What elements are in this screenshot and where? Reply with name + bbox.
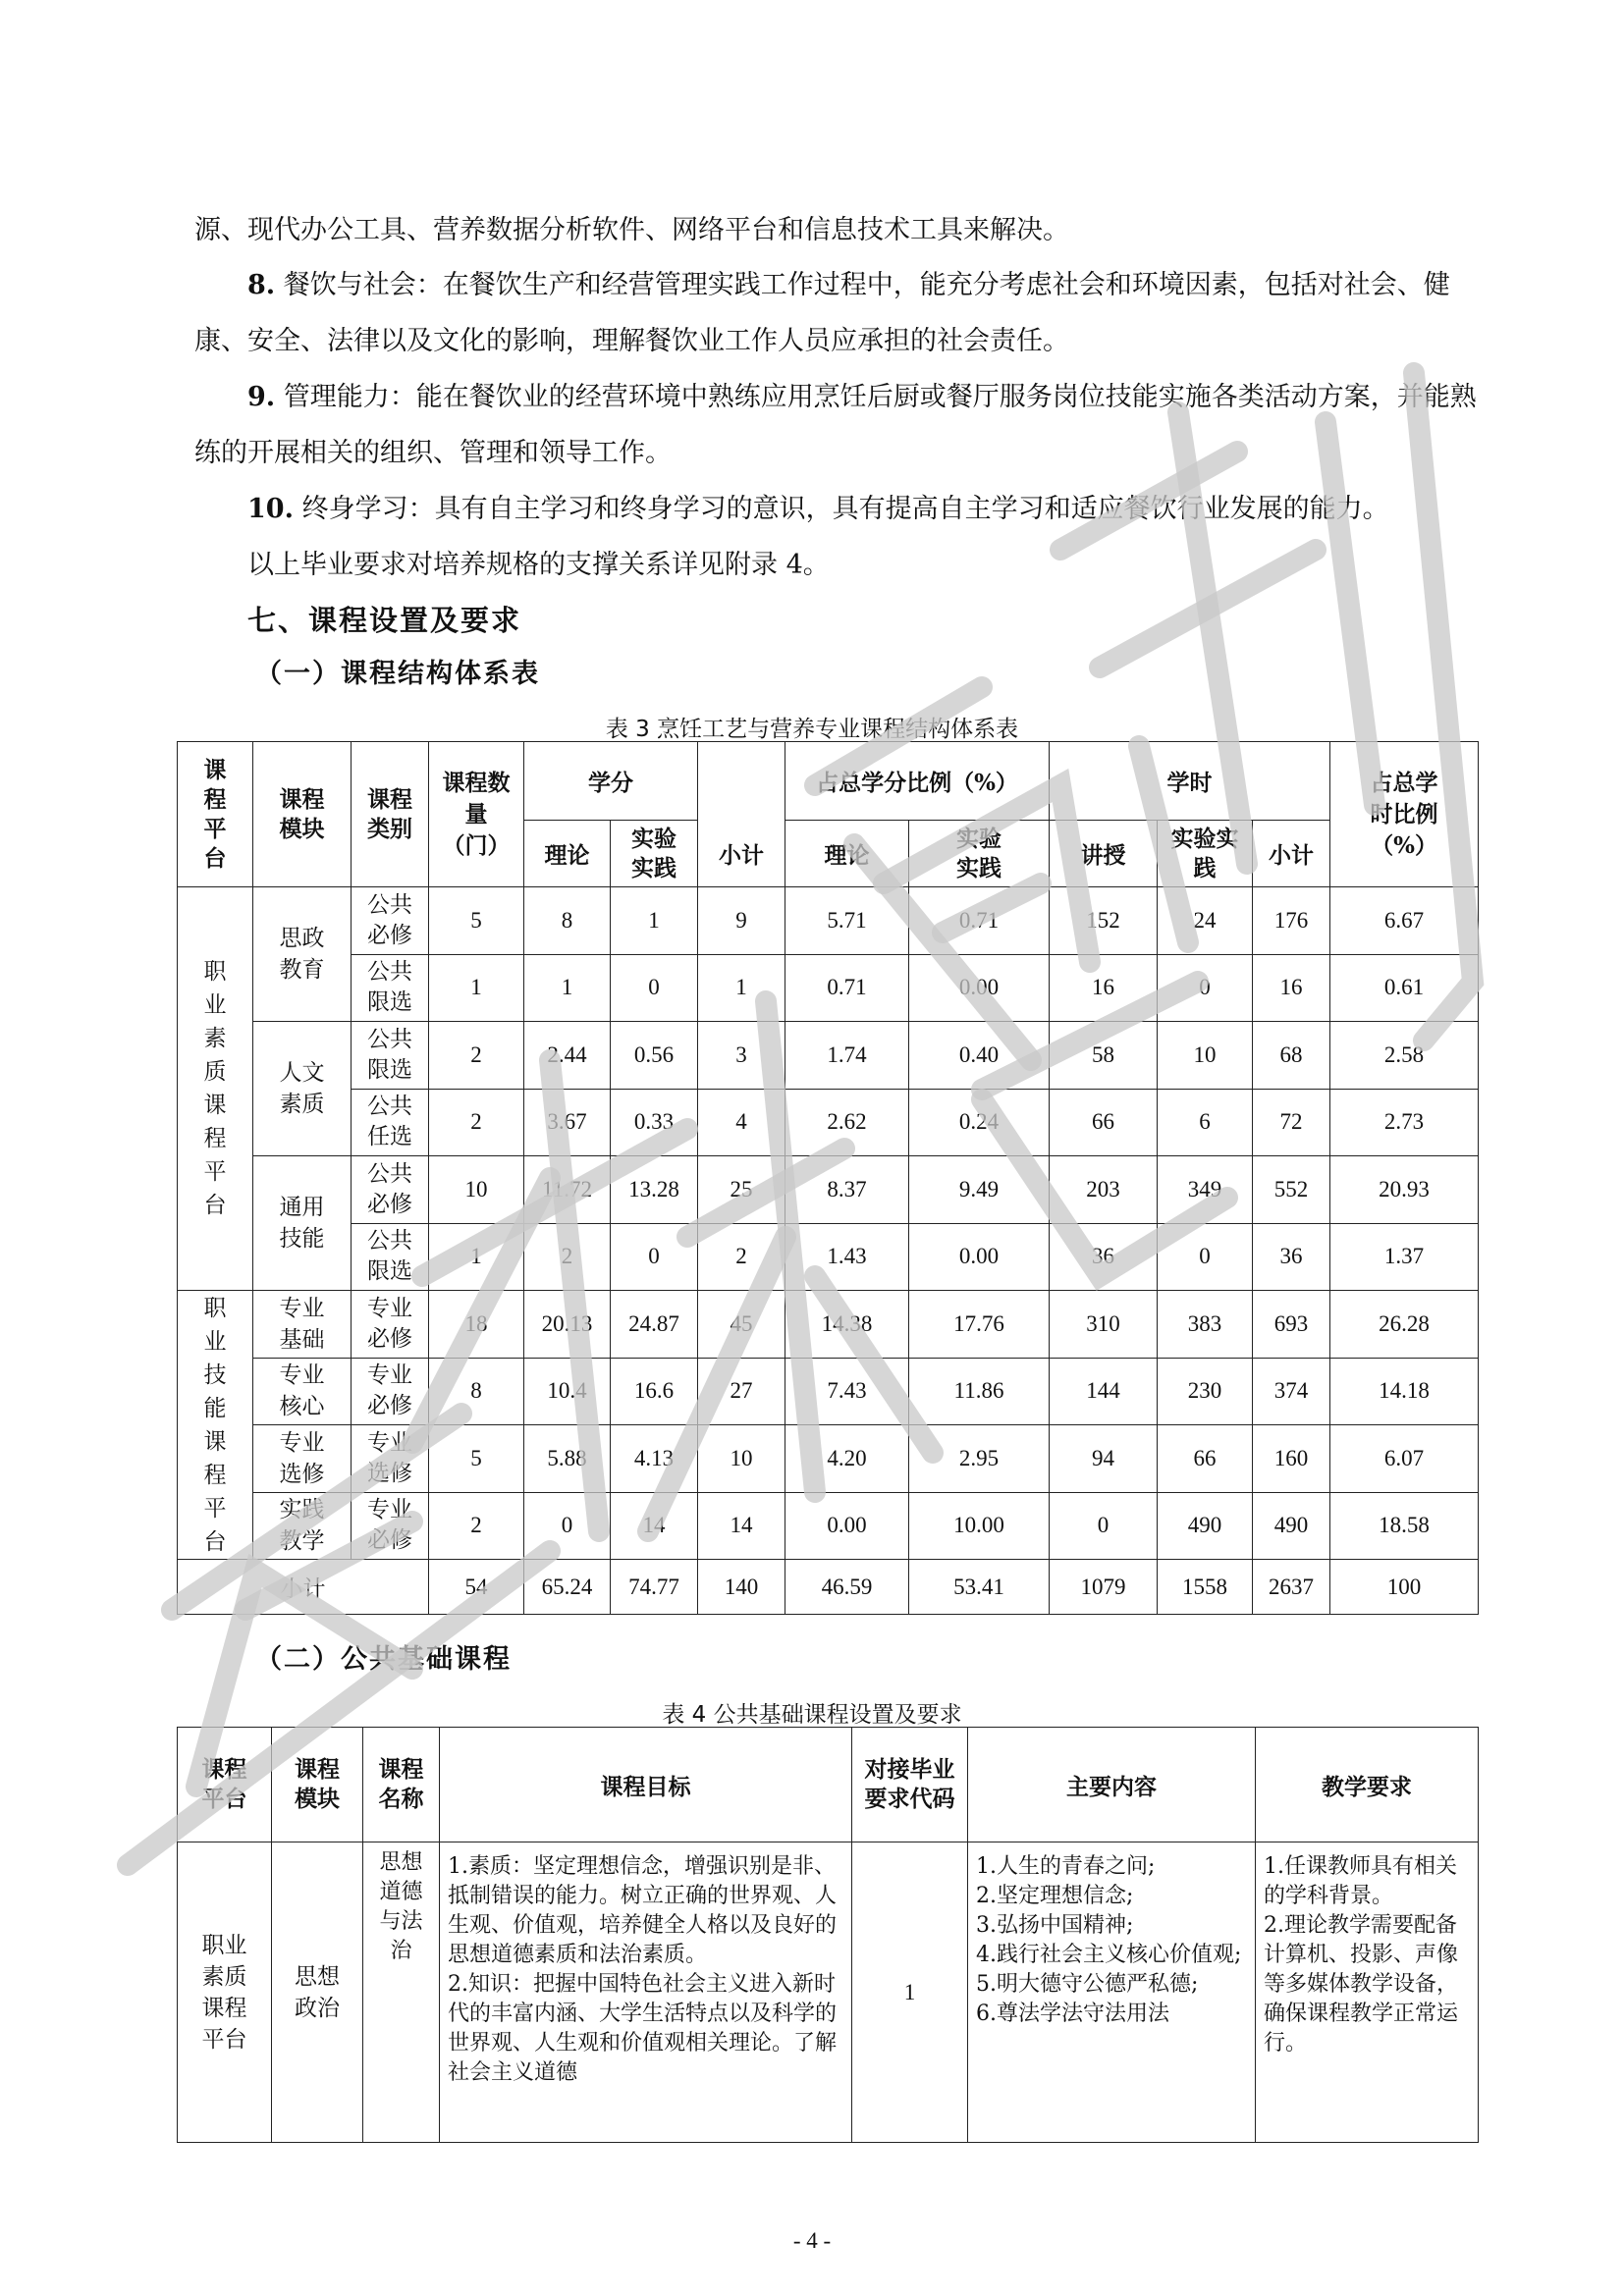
value-cell: 2.62: [785, 1089, 909, 1156]
t4-th-module: 课程模块: [272, 1728, 363, 1842]
paragraph-continuation: 源、现代办公工具、营养数据分析软件、网络平台和信息技术工具来解决。: [194, 215, 1069, 245]
category-cell: 公共限选: [352, 1022, 429, 1090]
value-cell: 0: [524, 1492, 611, 1560]
module-cell: 通用技能: [253, 1156, 352, 1291]
value-cell: 6: [1158, 1089, 1253, 1156]
t4-main-content: 1.人生的青春之问; 2.坚定理想信念; 3.弘扬中国精神; 4.践行社会主义核心价值观; 5.明大德守公德严私德; 6.尊法学法守法用法: [968, 1842, 1256, 2143]
value-cell: 383: [1158, 1291, 1253, 1359]
table-row: [178, 1291, 1479, 1359]
value-cell: 14: [611, 1492, 698, 1560]
table-row: [178, 1089, 1479, 1156]
page-number: - 4 -: [792, 2228, 832, 2253]
th-hours-subtotal: 小计: [1253, 821, 1330, 887]
value-cell: 0: [611, 1223, 698, 1291]
paragraph-10: [194, 481, 1477, 537]
platform-cell: 职业素质课程平台: [178, 887, 253, 1291]
value-cell: 11.72: [524, 1156, 611, 1224]
public-course-table: [177, 1727, 1479, 2143]
platform-cell: 职业技能课程平台: [178, 1291, 253, 1560]
value-cell: 1: [698, 954, 785, 1022]
value-cell: 0: [1158, 954, 1253, 1022]
total-value: 46.59: [785, 1560, 909, 1615]
category-cell: 公共任选: [352, 1089, 429, 1156]
value-cell: 0: [1050, 1492, 1158, 1560]
total-value: 1079: [1050, 1560, 1158, 1615]
table-row: [178, 887, 1479, 955]
value-cell: 20.13: [524, 1291, 611, 1359]
value-cell: 20.93: [1330, 1156, 1479, 1224]
value-cell: 0.00: [909, 954, 1050, 1022]
value-cell: 14: [698, 1492, 785, 1560]
value-cell: 1.43: [785, 1223, 909, 1291]
value-cell: 2.44: [524, 1022, 611, 1090]
paragraph-text: 餐饮与社会：在餐饮生产和经营管理实践工作过程中，能充分考虑社会和环境因素，包括对社会、健康、安全、法律以及文化的影响，理解餐饮业工作人员应承担的社会责任。: [194, 270, 1450, 356]
module-cell: 实践教学: [253, 1492, 352, 1560]
value-cell: 94: [1050, 1425, 1158, 1493]
value-cell: 68: [1253, 1022, 1330, 1090]
value-cell: 6.67: [1330, 887, 1479, 955]
th-credits-blank: [698, 742, 785, 821]
t4-requirement-code: 1: [852, 1842, 968, 2143]
value-cell: 27: [698, 1358, 785, 1425]
value-cell: 176: [1253, 887, 1330, 955]
value-cell: 5.88: [524, 1425, 611, 1493]
th-count: 课程数量（门）: [429, 742, 524, 887]
total-value: 140: [698, 1560, 785, 1615]
value-cell: 8: [524, 887, 611, 955]
value-cell: 310: [1050, 1291, 1158, 1359]
th-module: 课程模块: [253, 742, 352, 887]
value-cell: 2.73: [1330, 1089, 1479, 1156]
value-cell: 16.6: [611, 1358, 698, 1425]
value-cell: 349: [1158, 1156, 1253, 1224]
section-heading: 七、课程设置及要求: [247, 604, 522, 637]
category-cell: 专业必修: [352, 1358, 429, 1425]
t4-th-req: 教学要求: [1256, 1728, 1479, 1842]
value-cell: 5: [429, 1425, 524, 1493]
t4-th-content: 主要内容: [968, 1728, 1256, 1842]
paragraph-8: [194, 257, 1477, 369]
value-cell: 2: [429, 1492, 524, 1560]
th-hours-ratio: 占总学时比例（%）: [1330, 742, 1479, 887]
value-cell: 9.49: [909, 1156, 1050, 1224]
category-cell: 公共必修: [352, 887, 429, 955]
value-cell: 0.71: [909, 887, 1050, 955]
table-row: [178, 1492, 1479, 1560]
value-cell: 2.58: [1330, 1022, 1479, 1090]
value-cell: 26.28: [1330, 1291, 1479, 1359]
value-cell: 58: [1050, 1022, 1158, 1090]
value-cell: 1.37: [1330, 1223, 1479, 1291]
value-cell: 13.28: [611, 1156, 698, 1224]
t4-teaching-requirement: 1.任课教师具有相关的学科背景。 2.理论教学需要配备计算机、投影、声像等多媒体教学设备，确保课程教学正常运行。: [1256, 1842, 1479, 2143]
value-cell: 66: [1050, 1089, 1158, 1156]
value-cell: 17.76: [909, 1291, 1050, 1359]
total-value: 2637: [1253, 1560, 1330, 1615]
value-cell: 552: [1253, 1156, 1330, 1224]
value-cell: 3.67: [524, 1089, 611, 1156]
value-cell: 16: [1050, 954, 1158, 1022]
category-cell: 专业必修: [352, 1492, 429, 1560]
value-cell: 9: [698, 887, 785, 955]
item-number: 9.: [247, 382, 276, 412]
value-cell: 490: [1253, 1492, 1330, 1560]
value-cell: 0.40: [909, 1022, 1050, 1090]
value-cell: 144: [1050, 1358, 1158, 1425]
value-cell: 2.95: [909, 1425, 1050, 1493]
th-credits: 学分: [524, 742, 698, 821]
value-cell: 16: [1253, 954, 1330, 1022]
total-value: 100: [1330, 1560, 1479, 1615]
category-cell: 专业选修: [352, 1425, 429, 1493]
value-cell: 8.37: [785, 1156, 909, 1224]
value-cell: 1: [429, 1223, 524, 1291]
value-cell: 160: [1253, 1425, 1330, 1493]
paragraph-appendix-note: 以上毕业要求对培养规格的支撑关系详见附录 4。: [247, 550, 830, 580]
th-category: 课程类别: [352, 742, 429, 887]
module-cell: 专业基础: [253, 1291, 352, 1359]
th-credits-practice: 实验实践: [611, 821, 698, 887]
th-hours: 学时: [1050, 742, 1330, 821]
value-cell: 490: [1158, 1492, 1253, 1560]
course-structure-table: [177, 741, 1479, 1615]
t4-course-goal: 1.素质：坚定理想信念，增强识别是非、抵制错误的能力。树立正确的世界观、人生观、价值观，培养健全人格以及良好的思想道德素质和法治素质。 2.知识：把握中国特色社会主义进入新时代的丰富内涵、大学生活特点以及科学的世界观、人生观和价值观相关理论。了解社会主义道德: [440, 1842, 852, 2143]
paragraph-9: [194, 369, 1477, 481]
value-cell: 4.13: [611, 1425, 698, 1493]
paragraph-text: 管理能力：能在餐饮业的经营环境中熟练应用烹饪后厨或餐厅服务岗位技能实施各类活动方案，并能熟练的开展相关的组织、管理和领导工作。: [194, 382, 1477, 468]
t4-th-name: 课程名称: [363, 1728, 440, 1842]
th-credits-theory: 理论: [524, 821, 611, 887]
total-value: 54: [429, 1560, 524, 1615]
value-cell: 18.58: [1330, 1492, 1479, 1560]
value-cell: 10.4: [524, 1358, 611, 1425]
value-cell: 0.56: [611, 1022, 698, 1090]
paragraph-text: 终身学习：具有自主学习和终身学习的意识，具有提高自主学习和适应餐饮行业发展的能力。: [293, 494, 1389, 524]
value-cell: 3: [698, 1022, 785, 1090]
category-cell: 公共限选: [352, 954, 429, 1022]
th-platform: 课程平台: [178, 742, 253, 887]
th-ratio: 占总学分比例（%）: [785, 742, 1050, 821]
th-ratio-practice: 实验实践: [909, 821, 1050, 887]
item-number: 10.: [247, 494, 294, 524]
value-cell: 1: [611, 887, 698, 955]
value-cell: 2: [429, 1022, 524, 1090]
subsection-heading-1: （一）课程结构体系表: [255, 659, 540, 689]
th-credits-subtotal: 小计: [698, 821, 785, 887]
value-cell: 4: [698, 1089, 785, 1156]
module-cell: 专业选修: [253, 1425, 352, 1493]
table4-caption: 表 4 公共基础课程设置及要求: [662, 1702, 962, 1728]
value-cell: 10: [429, 1156, 524, 1224]
value-cell: 24: [1158, 887, 1253, 955]
value-cell: 72: [1253, 1089, 1330, 1156]
value-cell: 374: [1253, 1358, 1330, 1425]
subsection-heading-2: （二）公共基础课程: [255, 1644, 512, 1675]
total-value: 53.41: [909, 1560, 1050, 1615]
total-value: 65.24: [524, 1560, 611, 1615]
value-cell: 0.00: [785, 1492, 909, 1560]
th-ratio-theory: 理论: [785, 821, 909, 887]
table-row: [178, 1223, 1479, 1291]
value-cell: 203: [1050, 1156, 1158, 1224]
t4-th-code: 对接毕业要求代码: [852, 1728, 968, 1842]
table-row: [178, 1425, 1479, 1493]
table-row: [178, 1358, 1479, 1425]
module-cell: 专业核心: [253, 1358, 352, 1425]
value-cell: 14.38: [785, 1291, 909, 1359]
value-cell: 0.71: [785, 954, 909, 1022]
value-cell: 4.20: [785, 1425, 909, 1493]
table-row: [178, 1022, 1479, 1090]
value-cell: 45: [698, 1291, 785, 1359]
value-cell: 5: [429, 887, 524, 955]
table3-caption: 表 3 烹饪工艺与营养专业课程结构体系表: [605, 717, 1019, 742]
t4-platform: 职业素质课程平台: [178, 1842, 272, 2143]
value-cell: 10.00: [909, 1492, 1050, 1560]
value-cell: 6.07: [1330, 1425, 1479, 1493]
category-cell: 公共限选: [352, 1223, 429, 1291]
t4-th-goal: 课程目标: [440, 1728, 852, 1842]
value-cell: 230: [1158, 1358, 1253, 1425]
value-cell: 7.43: [785, 1358, 909, 1425]
category-cell: 专业必修: [352, 1291, 429, 1359]
th-hours-lecture: 讲授: [1050, 821, 1158, 887]
value-cell: 0: [1158, 1223, 1253, 1291]
value-cell: 0.00: [909, 1223, 1050, 1291]
value-cell: 8: [429, 1358, 524, 1425]
t4-module: 思想政治: [272, 1842, 363, 2143]
value-cell: 10: [698, 1425, 785, 1493]
value-cell: 2: [429, 1089, 524, 1156]
item-number: 8.: [247, 270, 276, 300]
value-cell: 11.86: [909, 1358, 1050, 1425]
total-row: [178, 1560, 1479, 1615]
value-cell: 25: [698, 1156, 785, 1224]
th-hours-practice: 实验实践: [1158, 821, 1253, 887]
value-cell: 693: [1253, 1291, 1330, 1359]
table-row: [178, 954, 1479, 1022]
value-cell: 0: [611, 954, 698, 1022]
value-cell: 36: [1253, 1223, 1330, 1291]
module-cell: 人文素质: [253, 1022, 352, 1156]
value-cell: 36: [1050, 1223, 1158, 1291]
t4-course-name: 思想道德与法治: [363, 1842, 440, 2143]
value-cell: 14.18: [1330, 1358, 1479, 1425]
value-cell: 5.71: [785, 887, 909, 955]
value-cell: 1.74: [785, 1022, 909, 1090]
value-cell: 0.61: [1330, 954, 1479, 1022]
value-cell: 0.24: [909, 1089, 1050, 1156]
value-cell: 2: [524, 1223, 611, 1291]
table-row: [178, 1156, 1479, 1224]
module-cell: 思政教育: [253, 887, 352, 1022]
category-cell: 公共必修: [352, 1156, 429, 1224]
total-value: 74.77: [611, 1560, 698, 1615]
value-cell: 152: [1050, 887, 1158, 955]
value-cell: 1: [429, 954, 524, 1022]
value-cell: 18: [429, 1291, 524, 1359]
value-cell: 10: [1158, 1022, 1253, 1090]
value-cell: 1: [524, 954, 611, 1022]
t4-th-platform: 课程平台: [178, 1728, 272, 1842]
total-value: 1558: [1158, 1560, 1253, 1615]
total-label: 小计: [178, 1560, 429, 1615]
value-cell: 24.87: [611, 1291, 698, 1359]
value-cell: 0.33: [611, 1089, 698, 1156]
value-cell: 2: [698, 1223, 785, 1291]
value-cell: 66: [1158, 1425, 1253, 1493]
